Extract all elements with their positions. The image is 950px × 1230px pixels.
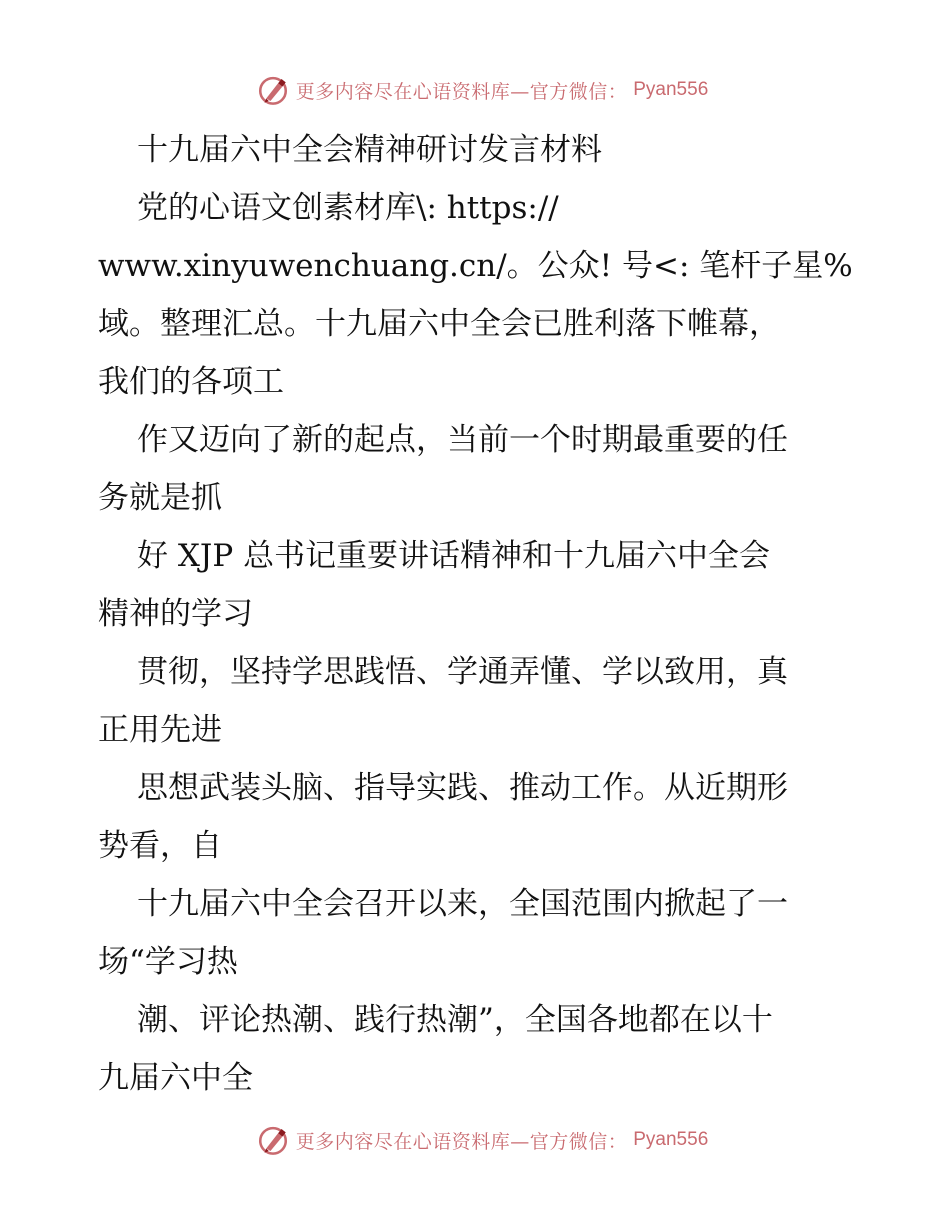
text-line: 作又迈向了新的起点，当前一个时期最重要的任 [137,422,788,458]
text-line: 势看，自 [98,828,222,864]
text-line: 九届六中全 [98,1060,253,1096]
watermark-group [256,73,709,107]
text-line: 场“学习热 [98,944,238,980]
pen-logo-icon [256,73,290,107]
footer-watermark [0,1120,950,1160]
text-line: 党的心语文创素材库\: https:// [137,190,559,226]
watermark-handle: Pyan556 [633,1129,709,1150]
text-line: 贯彻，坚持学思践悟、学通弄懂、学以致用，真 [137,654,788,690]
text-line: 正用先进 [98,712,222,748]
text-line: 域。整理汇总。十九届六中全会已胜利落下帷幕， [98,306,780,342]
watermark-handle: Pyan556 [633,79,709,100]
text-line: 潮、评论热潮、践行热潮”，全国各地都在以十 [137,1002,773,1038]
header-watermark [0,70,950,110]
text-line: 精神的学习 [98,596,253,632]
text-line: 我们的各项工 [98,364,284,400]
document-title: 十九届六中全会精神研讨发言材料 [137,132,602,168]
text-line: www.xinyuwenchuang.cn/。公众! 号<: 笔杆子星% [98,248,853,284]
watermark-text: 更多内容尽在心语资料库—官方微信： [295,1130,628,1153]
watermark-text: 更多内容尽在心语资料库—官方微信： [295,80,628,103]
watermark-group [256,1123,709,1157]
document-body [98,121,858,1107]
text-line: 务就是抓 [98,480,222,516]
text-line: 思想武装头脑、指导实践、推动工作。从近期形 [137,770,788,806]
text-line: 十九届六中全会召开以来，全国范围内掀起了一 [137,886,788,922]
text-line: 好 XJP 总书记重要讲话精神和十九届六中全会 [137,538,771,574]
pen-logo-icon [256,1123,290,1157]
